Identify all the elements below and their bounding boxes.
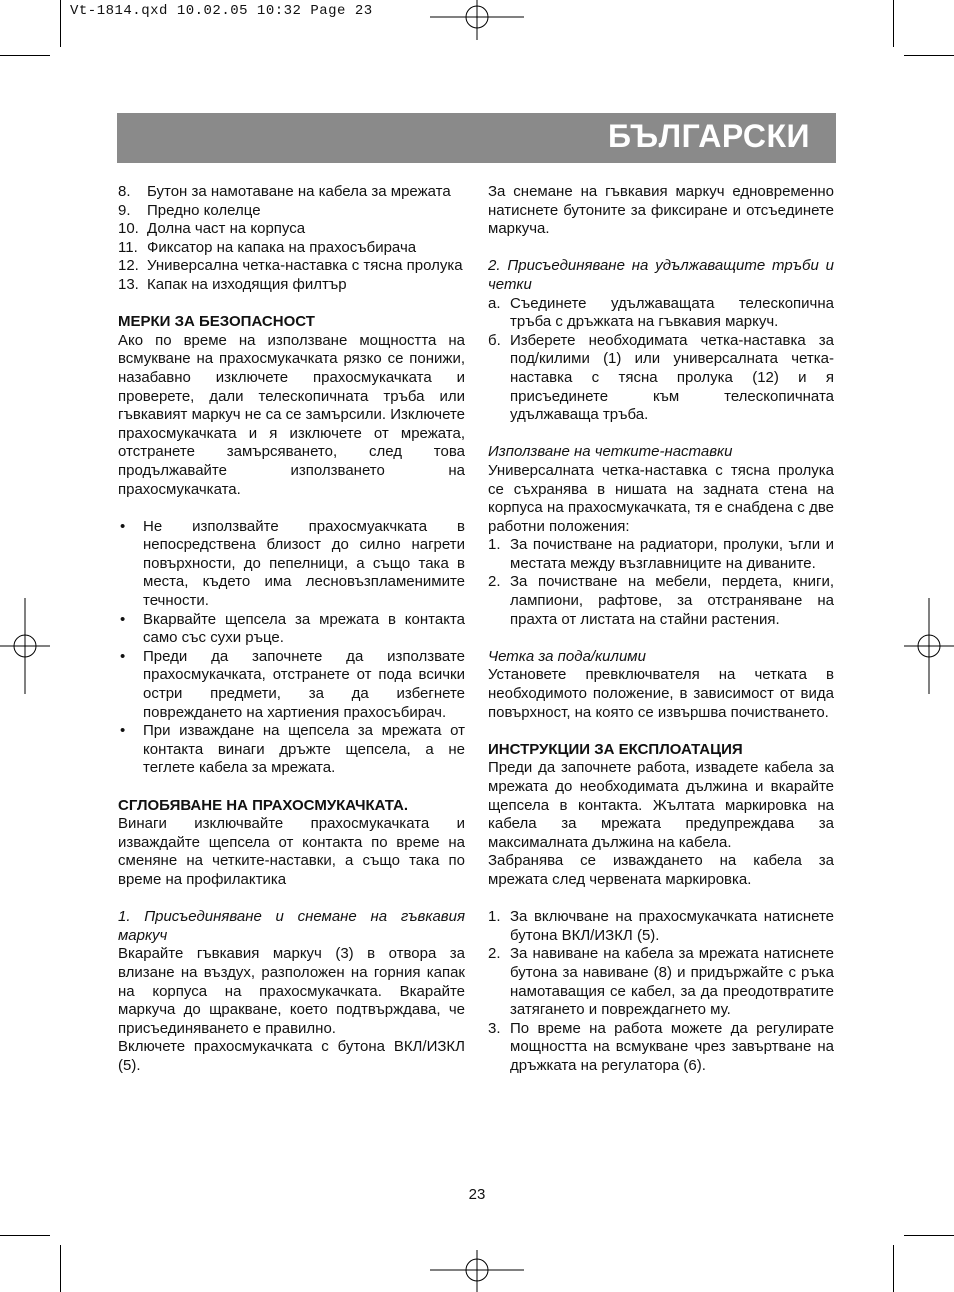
- operation-heading: ИНСТРУКЦИИ ЗА ЕКСПЛОАТАЦИЯ: [488, 740, 743, 758]
- safety-bullet: [118, 611, 465, 648]
- tubes-step: [488, 332, 834, 425]
- hose-remove-text: За снемане на гъвкавия маркуч едновременно натиснете бутоните за фиксиране и отсъединете маркуча.: [488, 183, 834, 238]
- bullet-icon: •: [120, 647, 126, 665]
- crop-mark: [893, 0, 894, 47]
- step-label: 2.: [488, 573, 501, 591]
- crop-mark: [0, 1235, 50, 1236]
- safety-intro: Ако по време на използване мощността на всмукване на прахосмукачката рязко се понижи, назабавно изключете прахосмукачката и проверете, дали телескопичната тръба или гъвкавият маркуч не са се замърсили. Изключете прахосмукачката и я изключете от мрежата, отстранете замърсяването, след това продължавайте използването на прахосмукачката.: [118, 331, 465, 498]
- hose-text: Вкарайте гъвкавия маркуч (3) в отвора за влизане на въздух, разположен на горния капак на корпуса на прахосмукачката. Вкарайте маркуча до щракване, което подтвърждава, че присъединяването е правилно.: [118, 945, 465, 1037]
- bullet-text: Преди да започнете да използвате прахосмукачката, отстранете от пода всички остри предмети, за да избегнете повреждането на хартиения прахосъбирач.: [143, 647, 465, 721]
- crop-mark: [0, 55, 50, 56]
- page-number: 23: [468, 1186, 486, 1203]
- brush-mode: [488, 536, 834, 573]
- safety-bullet: [118, 722, 465, 778]
- item-number: 12.: [118, 257, 139, 275]
- step-text: За почистване на мебели, пердета, книги, лампиони, рафтове, за отстраняване на прахта от листата на стайни растения.: [510, 573, 834, 628]
- parts-list-item: [118, 220, 465, 239]
- step-text: За почистване на радиатори, пролуки, ъгли и местата между възглавниците на диваните.: [510, 536, 834, 572]
- brushes-heading: Използване на четките-наставки: [488, 443, 733, 461]
- operation-step: [488, 1020, 834, 1076]
- bullet-text: При изваждане на щепсела за мрежата от контакта винаги дръжте щепсела, а не теглете кабела за мрежата.: [143, 722, 465, 777]
- step-label: а.: [488, 294, 501, 312]
- item-number: 11.: [118, 238, 138, 256]
- item-number: 10.: [118, 220, 139, 238]
- item-text: Бутон за намотаване на кабела за мрежата: [147, 183, 451, 200]
- step-label: 1.: [488, 908, 501, 926]
- floor-brush-text: Установете превключвателя на четката в необходимото положение, в зависимост от вида повърхност, на която се извършва почистването.: [488, 666, 834, 721]
- print-slug: Vt-1814.qxd 10.02.05 10:32 Page 23: [70, 3, 373, 19]
- safety-bullet: [118, 518, 465, 611]
- step-label: 1.: [488, 536, 501, 554]
- right-column: [488, 183, 834, 1076]
- registration-mark-bottom: [430, 1250, 524, 1292]
- parts-list-item: [118, 276, 465, 295]
- safety-bullet: [118, 648, 465, 722]
- assembly-text: Винаги изключвайте прахосмукачката и изваждайте щепсела от контакта по време на сменяне на четките-наставки, а също така по време на профилактика: [118, 815, 465, 888]
- bullet-icon: •: [120, 722, 126, 740]
- bullet-text: Вкарвайте щепсела за мрежата в контакта само със сухи ръце.: [143, 610, 465, 647]
- step-label: 2.: [488, 945, 501, 963]
- brushes-text: Универсалната четка-наставка с тясна пролука се съхранява в нишата на задната стена на корпуса на прахосмукачката, тя е снабдена с две работни положения:: [488, 461, 834, 535]
- parts-list-item: [118, 239, 465, 258]
- operation-step: [488, 945, 834, 1019]
- item-number: 9.: [118, 201, 131, 219]
- registration-mark-top: [430, 0, 524, 40]
- parts-list-item: [118, 183, 465, 202]
- hose-heading: 1. Присъединяване и снемане на гъвкавия маркуч: [118, 908, 465, 944]
- item-text: Универсална четка-наставка с тясна пролука: [147, 257, 463, 275]
- assembly-heading: СГЛОБЯВАНЕ НА ПРАХОСМУКАЧКАТА.: [118, 796, 408, 814]
- item-number: 8.: [118, 183, 131, 200]
- item-number: 13.: [118, 275, 139, 293]
- bullet-icon: •: [120, 610, 126, 628]
- step-text: За включване на прахосмукачката натиснете бутона ВКЛ/ИЗКЛ (5).: [510, 908, 834, 944]
- tubes-step: [488, 295, 834, 332]
- operation-step: [488, 908, 834, 945]
- crop-mark: [60, 0, 61, 47]
- language-banner: [117, 113, 836, 163]
- step-text: Изберете необходимата четка-наставка за под/килими (1) или универсалната четка-наставка с тясна пролука (12) и я присъединете към телескопичната удължаваща тръба.: [510, 331, 834, 424]
- item-text: Долна част на корпуса: [147, 220, 306, 238]
- operation-warning: Забранява се изваждането на кабела за мрежата след червената маркировка.: [488, 852, 834, 888]
- step-text: По време на работа можете да регулирате мощността на всмукване чрез завъртване на дръжката на регулатора (6).: [510, 1019, 834, 1074]
- step-text: За навиване на кабела за мрежата натиснете бутона за навиване (8) и придържайте с ръка намотаващия се кабел, за да преодотвратите затягането и повреждагнето му.: [510, 945, 834, 1019]
- step-label: 3.: [488, 1019, 501, 1037]
- step-label: б.: [488, 331, 501, 349]
- parts-list-item: [118, 202, 465, 221]
- crop-mark: [60, 1245, 61, 1292]
- left-column: [118, 183, 465, 1076]
- step-text: Съединете удължаващата телескопична тръба с дръжката на гъвкавия маркуч.: [510, 294, 834, 331]
- brush-mode: [488, 573, 834, 629]
- parts-list-item: [118, 257, 465, 276]
- operation-text: Преди да започнете работа, извадете кабела за мрежата до необходимата дължина и вкарайте щепсела в контакта. Жълтата маркировка на кабела за мрежата предупреждава за максималната дължина на кабела.: [488, 759, 834, 851]
- item-text: Фиксатор на капака на прахосъбирача: [147, 238, 417, 256]
- registration-mark-right: [904, 598, 954, 694]
- item-text: Капак на изходящия филтър: [147, 275, 347, 293]
- tubes-heading: 2. Присъединяване на удължаващите тръби и четки: [488, 257, 834, 293]
- bullet-icon: •: [120, 517, 126, 535]
- bullet-text: Не използвайте прахосмуакчката в непосредствена близост до силно нагрети повърхности, до пепелници, а също така в места, където има лесновъзпламенимите течности.: [143, 517, 465, 610]
- item-text: Предно колелце: [147, 201, 261, 219]
- safety-heading: МЕРКИ ЗА БЕЗОПАСНОСТ: [118, 313, 315, 331]
- crop-mark: [904, 55, 954, 56]
- floor-brush-heading: Четка за пода/килими: [488, 647, 646, 665]
- hose-text-2: Включете прахосмукачката с бутона ВКЛ/ИЗКЛ (5).: [118, 1038, 465, 1074]
- registration-mark-left: [0, 598, 50, 694]
- crop-mark: [904, 1235, 954, 1236]
- banner-title: БЪЛГАРСКИ: [608, 118, 810, 154]
- crop-mark: [893, 1245, 894, 1292]
